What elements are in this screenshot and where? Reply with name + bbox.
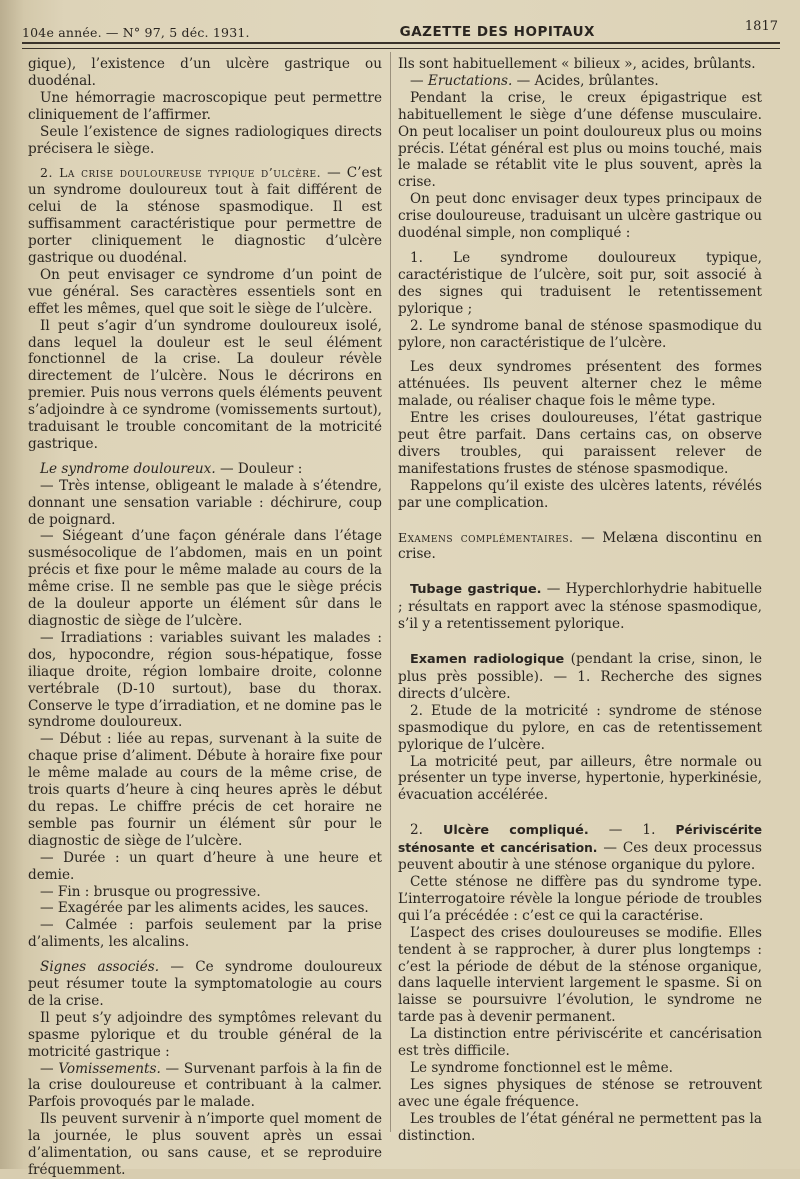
subsection-heading: Périviscérite sténosante et cancérisation.: [398, 823, 762, 856]
section-heading: 2. La crise douloureuse typique d’ulcère.: [40, 165, 322, 181]
list-item: — Très intense, obligeant le malade à s’étendre, donnant une sensation variable : déchirure, coup de poignard.: [28, 477, 382, 528]
column-divider: [390, 52, 391, 1132]
paragraph: On peut envisager ce syndrome d’un point de vue général. Ses caractères essentiels sont en effet les mêmes, quel que soit le siège de l’ulcère.: [28, 266, 382, 317]
list-item: — Durée : un quart d’heure à une heure et demie.: [28, 849, 382, 883]
section-text: — C’est un syndrome douloureux tout à fait différent de celui de la sténose spasmodique. Il est suffisamment caractéristique pour permettre de porter cliniquement le diagnostic d’ulcère gastrique ou duodénal.: [28, 165, 382, 266]
section-text: (pendant la crise, sinon, le plus près possible). — 1. Recherche des signes directs d’ulcère.: [398, 651, 763, 702]
subsection-heading: Vomissements.: [58, 1060, 161, 1077]
left-column: [28, 56, 382, 1179]
dash: —: [410, 72, 428, 89]
section-paragraph: [28, 165, 382, 266]
list-item: — Début : liée au repas, survenant à la suite de chaque prise d’aliment. Débute à horaire fixe pour le même malade au cours de la même crise, de trois quarts d’heure à cinq heures après le début du repas. Le chiffre précis de cet horaire ne semble pas fournir un élément sûr pour le diagnostic de siège de l’ulcère.: [28, 731, 382, 849]
section-paragraph: [398, 822, 762, 874]
paragraph: Entre les crises douloureuses, l’état gastrique peut être parfait. Dans certains cas, on observe divers troubles, qui paraissent relever de manifestations frustes de sténose spasmodique.: [398, 410, 762, 477]
list-item: — Fin : brusque ou progressive.: [40, 883, 261, 900]
paragraph: Il peut s’y adjoindre des symptômes relevant du spasme pylorique et du trouble général de la motricité gastrique :: [28, 1009, 382, 1060]
section-paragraph: [398, 581, 762, 633]
subsection-paragraph: [398, 73, 762, 90]
paragraph: L’aspect des crises douloureuses se modifie. Elles tendent à se rapprocher, à durer plus longtemps : c’est la période de début de la sténose organique, dans laquelle intervient largement le spasme. Si on laisse se poursuivre l’évolution, le syndrome ne tarde pas à devenir permanent.: [398, 924, 762, 1026]
journal-title: GAZETTE DES HOPITAUX: [399, 24, 595, 40]
list-item: — Irradiations : variables suivant les malades : dos, hypocondre, région sous-hépatique, fosse iliaque droite, région lombaire droite, colonne vertébrale (D-10 surtout), base du thorax. Conserve le type d’irradiation, et ne domine pas le syndrome douloureux.: [28, 629, 382, 731]
right-column: [398, 56, 762, 1144]
section-text: — Melæna discontinu en crise.: [398, 529, 762, 563]
paragraph: Pendant la crise, le creux épigastrique est habituellement le siège d’une défense musculaire. On peut localiser un point douloureux plus ou moins précis. L’état général est plus ou moins touché, mais le malade se rétablit vite le plus souvent, après la crise.: [398, 89, 762, 191]
subsection-text: — Survenant parfois à la fin de la crise douloureuse et contribuant à la calmer. Parfois provoqués par le malade.: [28, 1060, 382, 1111]
paragraph: On peut donc envisager deux types principaux de crise douloureuse, traduisant un ulcère gastrique ou duodénal simple, non compliqué :: [398, 191, 762, 242]
subsection-number: — 1.: [588, 822, 676, 839]
paragraph: Les signes physiques de sténose se retrouvent avec une égale fréquence.: [398, 1076, 762, 1110]
section-text: — Hyperchlorhydrie habituelle ; résultats en rapport avec la sténose spasmodique, s’il y a retentissement pylorique.: [398, 581, 762, 633]
section-paragraph: [398, 530, 762, 564]
list-item: 2. Etude de la motricité : syndrome de sténose spasmodique du pylore, en cas de retentissement pylorique de l’ulcère.: [398, 702, 762, 753]
list-item: — Exagérée par les aliments acides, les sauces.: [40, 900, 369, 917]
dash: —: [40, 1060, 59, 1077]
paragraph: Une hémorragie macroscopique peut permettre cliniquement de l’affirmer.: [28, 89, 382, 123]
subsection-text: — Acides, brûlantes.: [512, 72, 659, 89]
paragraph: Ils sont habituellement « bilieux », acides, brûlants.: [398, 56, 756, 72]
paragraph: Il peut s’agir d’un syndrome douloureux isolé, dans lequel la douleur est le seul élément fonctionnel de la crise. La douleur révèle directement de l’ulcère. Nous le décrirons en premier. Puis nous verrons quels éléments peuvent s’adjoindre à ce syndrome (vomissements surtout), traduisant le trouble concomitant de la motricité gastrique.: [28, 317, 382, 452]
section-text: — Ces deux processus peuvent aboutir à une sténose organique du pylore.: [398, 840, 762, 874]
section-number: 2.: [410, 822, 444, 839]
list-item: — Siégeant d’une façon générale dans l’étage susmésocolique de l’abdomen, mais en un point précis et fixe pour le même malade au cours de la même crise. Il ne semble pas que le siège précis de la douleur apporte un élément sûr dans le diagnostic de siège de l’ulcère.: [28, 528, 382, 629]
section-heading: Tubage gastrique.: [410, 582, 542, 598]
subsection-paragraph: [28, 461, 382, 478]
subsection-heading: Signes associés.: [40, 959, 160, 976]
subsection-text: — Ce syndrome douloureux peut résumer toute la symptomatologie au cours de la crise.: [28, 959, 382, 1009]
list-item: — Calmée : parfois seulement par la prise d’aliments, les alcalins.: [28, 917, 382, 951]
section-paragraph: [398, 651, 762, 703]
paragraph: Rappelons qu’il existe des ulcères latents, révélés par une complication.: [398, 477, 762, 511]
paragraph: Les deux syndromes présentent des formes atténuées. Ils peuvent alterner chez le même malade, ou réaliser chaque fois le même type.: [398, 359, 762, 410]
paragraph: Ils peuvent survenir à n’importe quel moment de la journée, le plus souvent après un essai d’alimentation, ou sans cause, et se reproduire fréquemment.: [28, 1111, 382, 1178]
paragraph: Le syndrome fonctionnel est le même.: [410, 1059, 673, 1076]
subsection-paragraph: [28, 959, 382, 1010]
subsection-heading: Eructations.: [427, 72, 513, 89]
paragraph: gique), l’existence d’un ulcère gastrique ou duodénal.: [28, 56, 382, 89]
subsection-paragraph: [28, 1061, 382, 1112]
issue-info: 104e année. — N° 97, 5 déc. 1931.: [22, 25, 250, 40]
page-number: 1817: [744, 19, 778, 34]
section-heading: Ulcère compliqué.: [443, 823, 589, 839]
list-item: 1. Le syndrome douloureux typique, caractéristique de l’ulcère, soit pur, soit associé à des signes qui traduisent le retentissement pylorique ;: [398, 249, 762, 317]
paragraph: Cette sténose ne diffère pas du syndrome type. L’interrogatoire révèle la longue période de troubles qui l’a précédée : c’est ce qui la caractérise.: [398, 873, 762, 924]
subsection-heading: Le syndrome douloureux.: [40, 460, 216, 477]
list-item: 2. Le syndrome banal de sténose spasmodique du pylore, non caractéristique de l’ulcère.: [398, 317, 762, 351]
paragraph: Les troubles de l’état général ne permettent pas la distinction.: [398, 1110, 762, 1144]
paragraph: La motricité peut, par ailleurs, être normale ou présenter un type inverse, hypertonie, hyperkinésie, évacuation accélérée.: [398, 753, 762, 804]
subsection-text: — Douleur :: [215, 460, 303, 477]
header-rule: [22, 42, 780, 49]
paragraph: La distinction entre périviscérite et cancérisation est très difficile.: [398, 1026, 762, 1060]
page-header: [22, 8, 778, 40]
section-heading: Examens complémentaires.: [398, 529, 574, 545]
paragraph: Seule l’existence de signes radiologiques directs précisera le siège.: [28, 123, 382, 157]
section-heading: Examen radiologique: [410, 652, 565, 668]
